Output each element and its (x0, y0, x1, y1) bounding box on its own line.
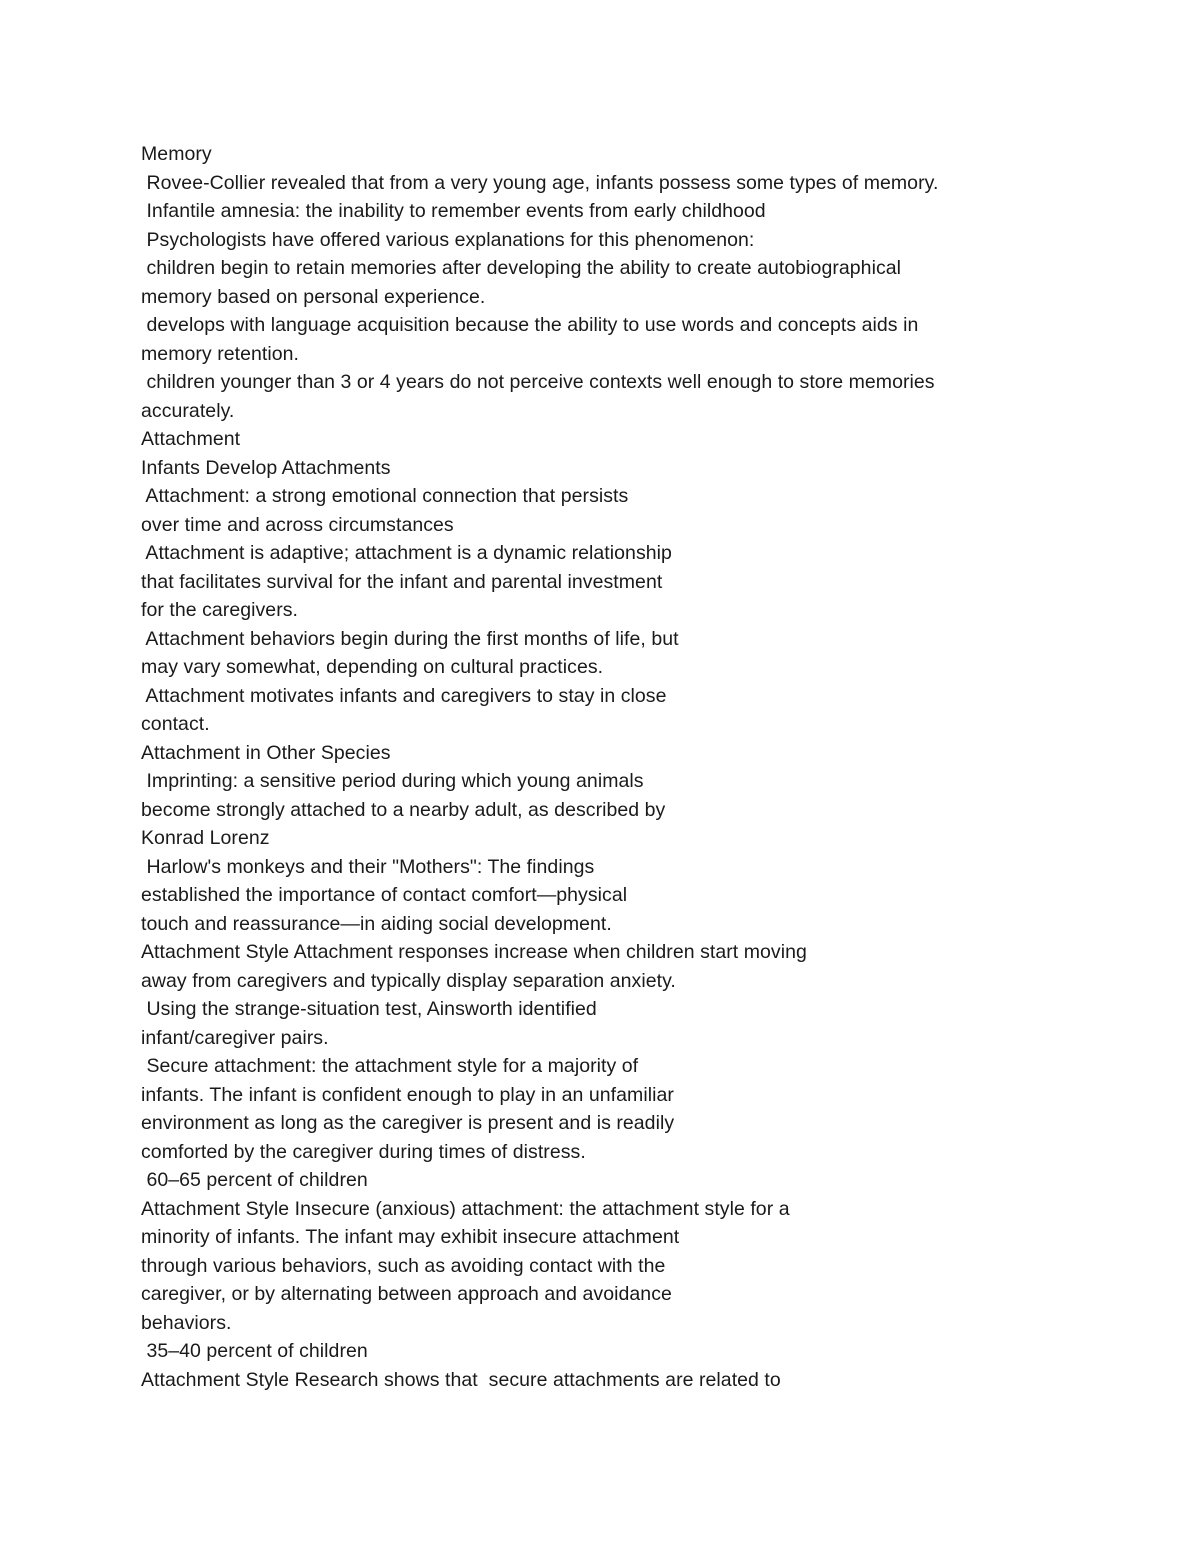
text-line: Attachment is adaptive; attachment is a dynamic relationship (141, 542, 672, 564)
text-line: environment as long as the caregiver is present and is readily (141, 1112, 675, 1134)
text-line: Using the strange-situation test, Ainsworth identified (141, 998, 597, 1020)
text-line: comforted by the caregiver during times of distress. (141, 1140, 586, 1163)
text-line: contact. (141, 713, 210, 735)
text-line: Attachment Style Research shows that secure attachments are related to (141, 1368, 781, 1391)
text-line: 60–65 percent of children (141, 1169, 368, 1191)
text-line: minority of infants. The infant may exhibit insecure attachment (141, 1226, 680, 1248)
document-body (141, 140, 1101, 1394)
text-line: memory retention. (141, 342, 299, 365)
text-line: Attachment behaviors begin during the first months of life, but (141, 627, 679, 650)
text-line: caregiver, or by alternating between approach and avoidance (141, 1283, 672, 1305)
text-line: Konrad Lorenz (141, 827, 270, 849)
text-line: Infantile amnesia: the inability to remember events from early childhood (141, 200, 766, 222)
subheading-attachment-in-other-species: Attachment in Other Species (141, 741, 391, 764)
text-line: Attachment motivates infants and caregivers to stay in close (141, 684, 667, 707)
text-line: Attachment: a strong emotional connection that persists (141, 485, 629, 507)
text-line: Imprinting: a sensitive period during which young animals (141, 770, 644, 792)
text-line: Attachment Style Attachment responses increase when children start moving (141, 941, 807, 963)
text-line: memory based on personal experience. (141, 285, 486, 308)
text-line: become strongly attached to a nearby adult, as described by (141, 798, 666, 821)
text-line: touch and reassurance—in aiding social development. (141, 912, 612, 935)
text-line: established the importance of contact comfort—physical (141, 884, 628, 906)
text-line: Attachment Style Insecure (anxious) attachment: the attachment style for a (141, 1197, 790, 1220)
text-line: children begin to retain memories after developing the ability to create autobiographical (141, 257, 902, 279)
text-line: may vary somewhat, depending on cultural practices. (141, 656, 604, 678)
text-line: over time and across circumstances (141, 513, 454, 536)
text-line: away from caregivers and typically display separation anxiety. (141, 969, 676, 992)
text-line: behaviors. (141, 1311, 232, 1334)
text-line: for the caregivers. (141, 599, 299, 621)
text-line: Secure attachment: the attachment style for a majority of (141, 1055, 639, 1077)
text-line: Psychologists have offered various explanations for this phenomenon: (141, 228, 755, 251)
text-line: Rovee-Collier revealed that from a very young age, infants possess some types of memory. (141, 171, 939, 194)
text-line: accurately. (141, 399, 235, 422)
text-line: through various behaviors, such as avoiding contact with the (141, 1254, 666, 1277)
text-line: children younger than 3 or 4 years do not perceive contexts well enough to store memories (141, 371, 935, 393)
text-line: Harlow's monkeys and their "Mothers": The findings (141, 855, 595, 878)
text-line: infant/caregiver pairs. (141, 1026, 329, 1049)
text-line: develops with language acquisition because the ability to use words and concepts aids in (141, 314, 919, 336)
text-line: that facilitates survival for the infant and parental investment (141, 570, 663, 593)
heading-attachment: Attachment (141, 428, 241, 450)
text-line: 35–40 percent of children (141, 1340, 368, 1362)
heading-memory: Memory (141, 143, 212, 165)
subheading-infants-develop-attachments: Infants Develop Attachments (141, 456, 391, 479)
text-line: infants. The infant is confident enough to play in an unfamiliar (141, 1083, 674, 1106)
